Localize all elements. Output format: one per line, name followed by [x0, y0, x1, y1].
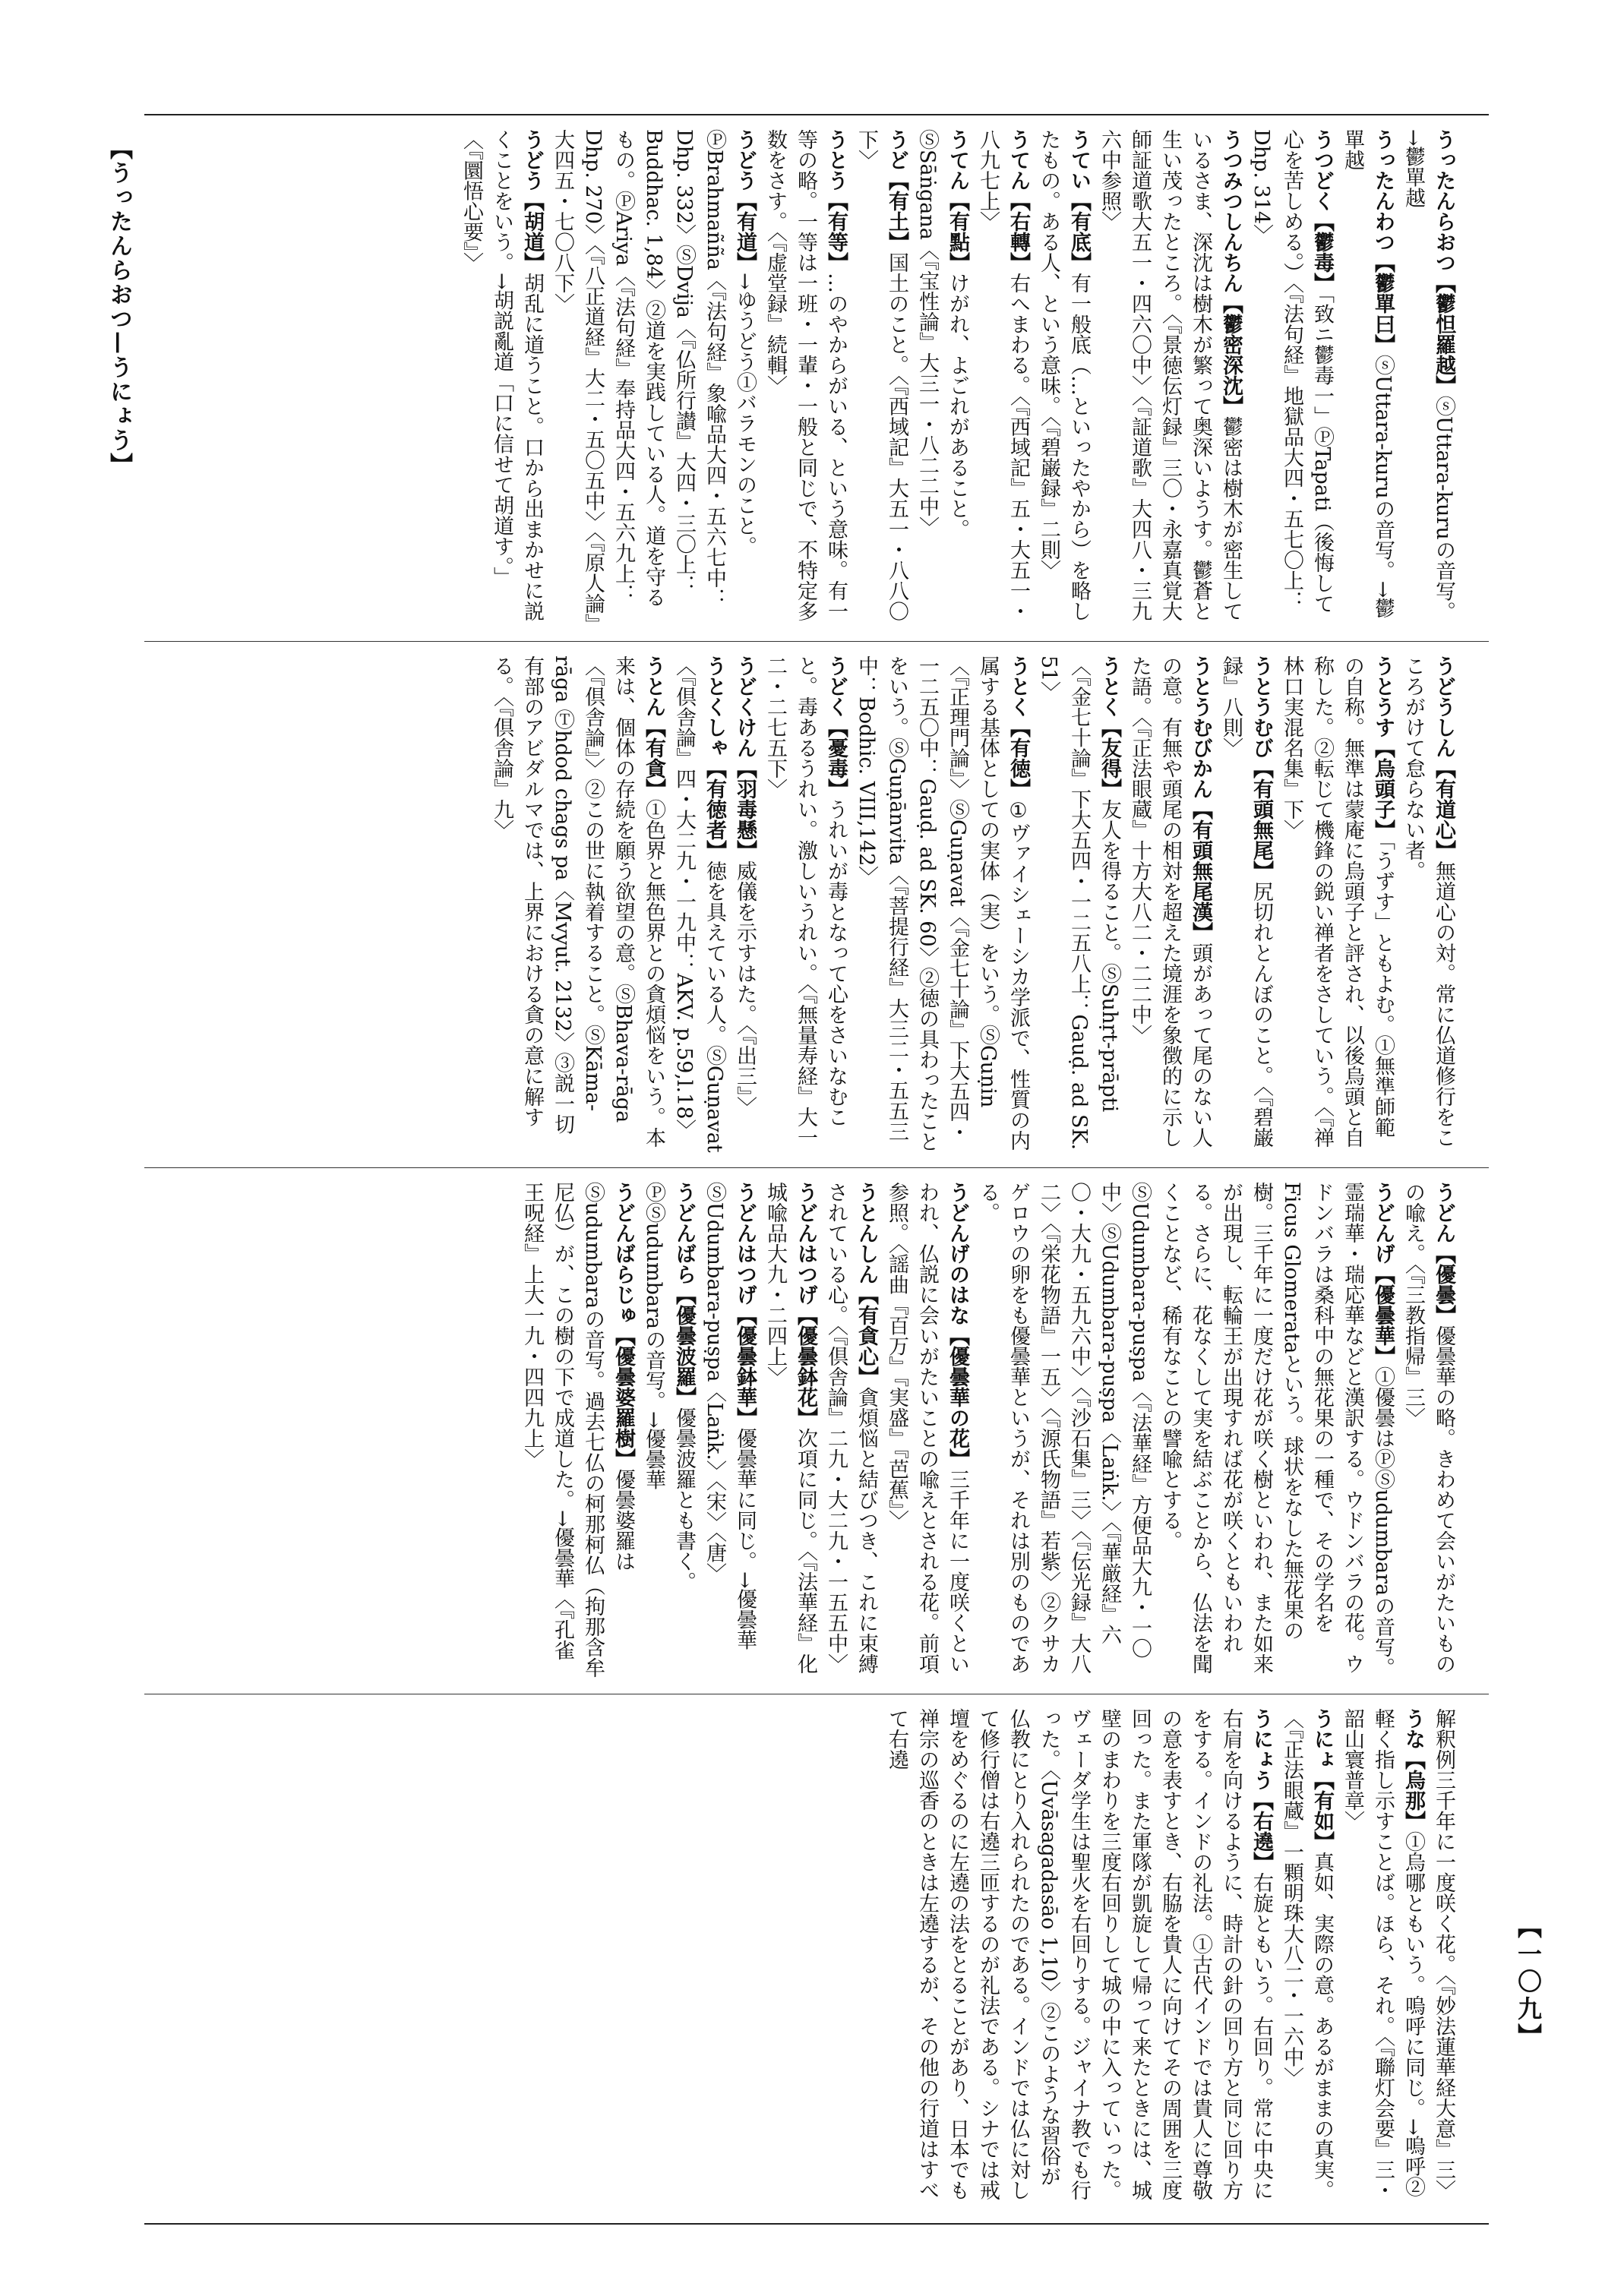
- entry-headword: うとう【有等】: [824, 129, 848, 273]
- entry-headword: うとうむび【有頭無尾】: [1250, 655, 1273, 881]
- dictionary-entry: [820, 1182, 881, 1679]
- dictionary-entry: [1398, 655, 1458, 1153]
- entry-headword: うどう【胡道】: [520, 129, 544, 273]
- entry-headword: うど【有土】: [885, 129, 908, 252]
- dictionary-entry: [851, 655, 1033, 1153]
- entry-definition: 解釈例三千年に一度咲く花。〈『妙法蓮華経大意』三〉: [1432, 1708, 1455, 2200]
- entry-definition: 無道心の対。常に仏道修行をこころがけて怠らない者。: [1401, 655, 1455, 1148]
- dictionary-entry: [668, 655, 729, 1153]
- dictionary-entry: [972, 129, 1033, 627]
- dictionary-entry: [760, 655, 851, 1153]
- entry-headword: うどんばらじゅ【優曇婆羅樹】: [611, 1182, 635, 1469]
- entry-definition: 次項に同じ。〈『法華経』化城喩品大九・二四上〉: [763, 1182, 817, 1674]
- entry-headword: うにょ【有如】: [1310, 1708, 1334, 1852]
- dictionary-entry: [851, 129, 912, 627]
- dictionary-entry: [638, 1182, 699, 1679]
- dictionary-entry: [881, 1182, 972, 1679]
- dictionary-entry: [1398, 1182, 1458, 1679]
- entry-headword: うとうす【烏頭子】: [1371, 655, 1395, 840]
- entry-definition: →ゆうどう①バラモンのこと。ⓅBrahmañña〈『法句経』象喩品大四・五六七中：Dhp. 332〉ⓈDvija〈『仏所行讃』大四・三〇上：Buddhac. 1,84〉②道を実践している人。道を守るもの。ⓅAriya〈『法句経』奉持品大四・五六九上：Dhp. 270〉〈『八正道経』大二・五〇五中〉〈『原人論』大四五・七〇八下〉: [551, 129, 757, 624]
- entry-headword: うてん【右轉】: [1006, 129, 1030, 273]
- dictionary-entry: [760, 129, 851, 627]
- entry-headword: うにょう【右遶】: [1250, 1708, 1273, 1872]
- dictionary-entry: [1094, 129, 1246, 627]
- entry-headword: うてい【有底】: [1067, 129, 1091, 273]
- dictionary-entry: [1276, 655, 1398, 1153]
- entry-headword: うな【烏那】: [1401, 1708, 1425, 1831]
- entry-definition: ①ヴァイシェーシカ学派で、性質の内属する基体としての実体（実）をいう。ⓈGuṇin〈『正理門論』〉ⓈGuṇavat〈『金七十論』下大五四・一二五〇中：Gauḍ. ad SK. 60〉②徳の具わったことをいう。ⓈGuṇānvita〈『菩提行経』大三二・五五三中：Bodhic. VIII,142〉: [855, 655, 1030, 1152]
- dictionary-entry: [972, 1182, 1398, 1679]
- entry-headword: うてん【有點】: [946, 129, 969, 273]
- tier-2: [175, 655, 1458, 1153]
- dictionary-entry: [1033, 129, 1094, 627]
- entry-headword: うどんばら【優曇波羅】: [672, 1182, 696, 1407]
- entry-definition: 尻切れとんぼのこと。〈『碧巌録』八則〉: [1219, 655, 1273, 1148]
- dictionary-entry: [1124, 655, 1215, 1153]
- entry-definition: うれいが毒となって心をさいなむこと。毒あるうれい。激しいうれい。〈『無量寿経』大一二・二七五下〉: [763, 655, 848, 1148]
- page-number: 【一〇九】: [1514, 1914, 1543, 2051]
- entry-definition: 有一般底（…といったやから）を略したもの。ある人、という意味。〈『碧巌録』二則〉: [1037, 129, 1091, 621]
- text-frame: [144, 114, 1489, 2225]
- entry-definition: 優曇波羅とも書く。ⓅⓈudumbaraの音写。→優曇華: [642, 1182, 696, 1592]
- entry-definition: 胡乱に道うこと。口から出まかせに説くことをいう。→胡説亂道「口に信せて胡道す。」〈『圜悟心要』〉: [460, 129, 544, 621]
- entry-definition: ⓢUttara-kuruの音写。→鬱單越: [1341, 129, 1395, 619]
- dictionary-entry: [1246, 129, 1337, 627]
- running-head: 【うったんらおつ—うにょう】: [106, 137, 132, 477]
- entry-definition: 「致ニ鬱毒一」ⓅTapati（後悔して心を苦しめる。）〈『法句経』地獄品大四・五七〇上：Dhp. 314〉: [1250, 129, 1334, 614]
- entry-definition: 三千年に一度咲くといわれ、仏説に会いがたいことの喩えとされる花。前項参照。〈謡曲『百万』『実盛』『芭蕉』〉: [885, 1182, 969, 1674]
- entry-definition: ①優曇はⓅⓈudumbaraの音写。霊瑞華・瑞応華などと漢訳する。ウドンバラの花。ウドンバラは桑科中の無花果の一種で、その学名をFicus Glomerataという。球状をなした無花果の樹。三千年に一度だけ花が咲く樹といわれ、また如来が出現し、転輪王が出現すれば花が咲くともいわれる。さらに、花なくして実を結ぶことから、仏法を聞くことなど、稀有なことの譬喩とする。ⓈUdumbara-puṣpa〈『法華経』方便品大九・一〇中〉ⓈUdumbara-puṣpa〈Laṅk.〉〈『華厳経』六〇・大九・五九六中〉〈『沙石集』三〉〈『伝光録』大八二〉〈『栄花物語』一五〉〈『源氏物語』若紫〉②クサカゲロウの卵をも優曇華というが、それは別のものである。: [976, 1182, 1395, 1679]
- entry-headword: うとく【友得】: [1098, 655, 1121, 799]
- tier-4: [175, 1708, 1458, 2206]
- entry-definition: ⓢUttara-kuruの音写。→鬱單越: [1401, 129, 1455, 622]
- tier-1: [175, 129, 1458, 627]
- dictionary-entry: [1337, 1708, 1428, 2206]
- dictionary-entry: [1428, 1708, 1458, 2206]
- entry-headword: うどん【優曇】: [1432, 1182, 1455, 1325]
- dictionary-entry: [1398, 129, 1458, 627]
- dictionary-entry: [760, 1182, 820, 1679]
- tier-divider: [144, 641, 1489, 642]
- dictionary-entry: [1276, 1708, 1337, 2206]
- entry-headword: うとんしん【有貪心】: [855, 1182, 878, 1387]
- entry-definition: 国土のこと。〈『西域記』大五一・八八〇下〉: [855, 129, 908, 621]
- dictionary-entry: [456, 129, 547, 627]
- tier-3: [175, 1182, 1458, 1679]
- entry-headword: うとうむびかん【有頭無尾漢】: [1189, 655, 1212, 943]
- dictionary-entry: [517, 1182, 638, 1679]
- dictionary-entry: [912, 129, 972, 627]
- entry-definition: …のやからがいる、という意味。有一等の略。一等は一班・一輩・一般と同じで、不特定多数をさす。〈『虚堂録』続輯〉: [763, 129, 848, 621]
- dictionary-entry: [881, 1708, 1276, 2206]
- entry-definition: 優曇華に同じ。→優曇華ⓈUdumbara-puṣpa〈Laṅk.〉〈宋〉〈唐〉: [703, 1182, 757, 1650]
- entry-headword: うとくしゃ【有徳者】: [703, 655, 726, 861]
- entry-definition: 「うずす」ともよむ。①無準師範の自称。無準は蒙庵に烏頭子と評され、以後烏頭と自称した。②転じて機鋒の鋭い禅者をさしていう。〈『禅林口実混名集』下〉: [1280, 655, 1395, 1148]
- entry-headword: うったんわつ【鬱單曰】: [1371, 129, 1395, 355]
- tier-divider: [144, 1167, 1489, 1168]
- dictionary-entry: [547, 129, 760, 627]
- entry-headword: うどく【憂毒】: [824, 655, 848, 799]
- entry-headword: うどくけん【羽毒懸】: [733, 655, 757, 861]
- entry-definition: 貪煩悩と結びつき、これに束縛されている心。〈『倶舎論』二九・大二九・一五五中〉: [824, 1182, 878, 1674]
- entry-headword: うどんはつげ【優曇鉢華】: [733, 1182, 757, 1428]
- entry-headword: うったんらおつ【鬱怛羅越】: [1432, 129, 1455, 396]
- entry-definition: 優曇婆羅はⓈudumbaraの音写。過去七仏の柯那柯仏（拘那含牟尼仏）が、この樹の下で成道した。→優曇華〈『孔雀王呪経』上大一九・四四九上〉: [520, 1182, 635, 1679]
- entry-headword: うとく【有徳】: [1006, 655, 1030, 799]
- entry-headword: うどうしん【有道心】: [1432, 655, 1455, 861]
- dictionary-entry: [1337, 129, 1398, 627]
- entry-definition: 鬱密は樹木が密生しているさま、深沈は樹木が繁って奥深いようす。鬱蒼と生い茂ったところ。〈『景徳伝灯録』三〇・永嘉真覚大師証道歌大五一・四六〇中〉〈『証道歌』大四八・三九六中参照〉: [1098, 129, 1243, 621]
- entry-definition: 右へまわる。〈『西域記』五・大五一・八九七上〉: [976, 129, 1030, 621]
- entry-headword: うどんげのはな【優曇華の花】: [946, 1182, 969, 1469]
- dictionary-entry: [1033, 655, 1124, 1153]
- entry-definition: けがれ、よごれがあること。ⓈSāṅgana〈『宝性論』大三一・八二二中〉: [915, 129, 969, 539]
- entry-definition: 友人を得ること。ⓈSuhṛt-prāpti〈『金七十論』下大五四・一二五八上：Gauḍ. ad SK. 51〉: [1037, 655, 1121, 1151]
- entry-definition: ①烏哪ともいう。嗚呼に同じ。→嗚呼②軽く指し示すことば。ほら、それ。〈『聯灯会要』三・韶山寰普章〉: [1341, 1708, 1425, 2200]
- entry-definition: 威儀を示すはた。〈『出三』〉: [733, 861, 757, 1117]
- entry-headword: うどんげ【優曇華】: [1371, 1182, 1395, 1366]
- entry-headword: うとん【有貪】: [642, 655, 665, 799]
- entry-headword: うどんはつげ【優曇鉢花】: [794, 1182, 817, 1428]
- entry-definition: 徳を具えている人。ⓈGuṇavat〈『倶舎論』四・大二九・一九中：AKV. p.59,l.18〉: [672, 655, 726, 1153]
- entry-definition: ①色界と無色界との貪煩悩をいう。本来は、個体の存続を願う欲望の意。ⓈBhava-rāga〈『倶舎論』〉②この世に執着すること。ⓈKāma-rāga Ⓣhdod chags pa〈Mvyut. 2132〉③説一切有部のアビダルマでは、上界における貪の意に解する。〈『倶舎論』九〉: [490, 655, 665, 1148]
- entry-definition: 右旋ともいう。右回り。常に中央に右肩を向けるように、時計の針の回り方と同じ回り方をする。インドの礼法。①古代インドでは貴人に尊敬の意を表すとき、右脇を貴人に向けてその周囲を三度回った。また軍隊が凱旋して帰って来たときには、城壁のまわりを三度右回りして城の中に入っていった。ヴェーダ学生は聖火を右回りする。ジャイナ教でも行った。〈Uvāsagadasāo 1,10〉②このような習俗が仏教にとり入れられたのである。インドでは仏に対して修行僧は右遶三匝するのが礼法である。シナでは戒壇をめぐるのに左遶の法をとることがあり、日本でも禅宗の巡香のときは左遶するが、その他の行道はすべて右遶: [885, 1708, 1273, 2200]
- entry-headword: うつみつしんちん【鬱密深沈】: [1219, 129, 1243, 416]
- entry-definition: 優曇華の略。きわめて会いがたいものの喩え。〈『三教指帰』三〉: [1401, 1182, 1455, 1674]
- dictionary-entry: [699, 1182, 760, 1679]
- dictionary-entry: [486, 655, 668, 1153]
- entry-headword: うどう【有道】: [733, 129, 757, 273]
- entry-definition: 頭があって尾のない人の意。有無や頭尾の相対を超えた境涯を象徴的に示した語。〈『正法眼蔵』十方大八二・二二中〉: [1128, 655, 1212, 1148]
- dictionary-entry: [729, 655, 760, 1153]
- entry-definition: 真如、実際の意。あるがままの真実。〈『正法眼蔵』一顆明珠大八二・一六中〉: [1280, 1708, 1334, 2200]
- dictionary-entry: [1215, 655, 1276, 1153]
- entry-headword: うつどく【鬱毒】: [1310, 129, 1334, 293]
